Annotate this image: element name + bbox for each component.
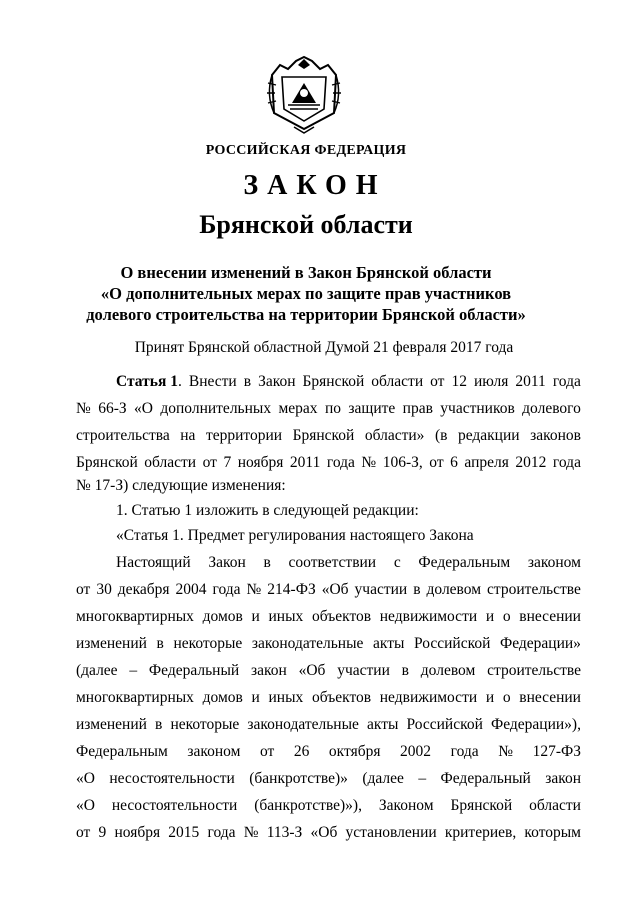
word: 214-ФЗ	[267, 581, 316, 598]
word: Федерации»	[499, 635, 581, 652]
paragraph-line	[76, 770, 581, 788]
document-type-title: ЗАКОН	[243, 170, 387, 201]
word: о	[502, 608, 511, 625]
word: области	[371, 373, 424, 390]
word: (далее	[76, 662, 118, 679]
word: редакции	[457, 427, 520, 444]
word: 2012	[515, 454, 547, 471]
word: 2004	[175, 581, 207, 598]
country-heading: РОССИЙСКАЯ ФЕДЕРАЦИЯ	[205, 143, 407, 158]
word: недвижимости	[379, 608, 478, 625]
word: по	[324, 400, 341, 417]
word: Федеральным	[76, 743, 168, 760]
word: июля	[474, 373, 509, 390]
word: года	[552, 373, 581, 390]
word: несостоятельности	[109, 770, 235, 787]
word: 2011	[515, 373, 546, 390]
word: 7	[223, 454, 232, 471]
word: 26	[293, 743, 310, 760]
word: –	[418, 770, 427, 787]
word: акты	[367, 716, 399, 733]
word: №	[361, 454, 377, 471]
word: закон	[545, 770, 581, 787]
subject-line: «О дополнительных мерах по защите прав участников	[100, 284, 512, 303]
word: Закон	[258, 373, 296, 390]
word: и	[485, 608, 495, 625]
subject-line: долевого строительства на территории Брянской области»	[86, 305, 526, 324]
paragraph-line	[76, 689, 581, 707]
word: года	[326, 454, 355, 471]
word: 2011	[289, 454, 321, 471]
word: территории	[205, 427, 283, 444]
paragraph-line	[76, 662, 581, 680]
item-1: 1. Статью 1 изложить в следующей редакции:	[116, 502, 419, 519]
word: №	[498, 743, 513, 760]
word: в	[155, 716, 163, 733]
word: года	[207, 824, 236, 841]
word: № 17-З) следующие изменения:	[76, 477, 286, 494]
word: объектов	[311, 608, 372, 625]
word: иных	[268, 689, 304, 706]
word: строительстве	[487, 581, 581, 598]
word: (далее	[362, 770, 404, 787]
paragraph-line	[116, 554, 581, 572]
word: Федеральный	[148, 662, 240, 679]
word: участников	[440, 400, 515, 417]
word: от	[430, 373, 445, 390]
word: с	[393, 554, 401, 571]
word: в	[401, 662, 409, 679]
word: долевого	[522, 400, 581, 417]
word: законодательные	[251, 635, 364, 652]
word: Российской	[406, 716, 483, 733]
word: участии	[337, 662, 390, 679]
word: критериев,	[444, 824, 517, 841]
paragraph-line	[76, 635, 581, 653]
word: 106-З,	[382, 454, 423, 471]
word: строительства	[76, 427, 170, 444]
word: некоторые	[170, 716, 240, 733]
word: (банкротстве)»),	[254, 797, 362, 814]
word: установлении	[345, 824, 437, 841]
word: Закон	[208, 554, 246, 571]
word: законом	[527, 554, 581, 571]
word: Федерации»),	[490, 716, 581, 733]
word: 30	[96, 581, 112, 598]
article1-line	[76, 427, 581, 445]
subject-line: О внесении изменений в Закон Брянской области	[120, 263, 492, 282]
new-article-title: «Статья 1. Предмет регулирования настоящего Закона	[116, 527, 474, 544]
word: ноября	[114, 824, 161, 841]
word: области»	[364, 427, 425, 444]
article1-line	[76, 454, 581, 472]
paragraph-line	[76, 824, 581, 842]
word: ноября	[237, 454, 284, 471]
word: Настоящий	[116, 554, 191, 571]
word: законов	[530, 427, 581, 444]
word: области	[529, 797, 581, 814]
word: мерах	[278, 400, 318, 417]
word: в	[263, 554, 271, 571]
article1-line	[76, 400, 581, 418]
word: соответствии	[288, 554, 377, 571]
word: от	[76, 824, 91, 841]
word: Внести	[188, 373, 237, 390]
word: года	[552, 454, 581, 471]
word: декабря	[117, 581, 170, 598]
word: на	[180, 427, 196, 444]
word: которым	[524, 824, 581, 841]
word: 66-З	[98, 400, 127, 417]
law-subject	[0, 262, 612, 325]
word: в	[243, 373, 252, 390]
article1-line: Статья 1. Внести в Закон Брянской области от 12 июля 2011 года	[116, 373, 581, 390]
word: о	[502, 689, 511, 706]
word: (банкротстве)»	[249, 770, 348, 787]
bryansk-coat-of-arms-icon	[262, 55, 346, 135]
word: Российской	[414, 635, 491, 652]
word: Брянской	[302, 373, 365, 390]
word: в	[156, 635, 164, 652]
word: строительстве	[487, 662, 581, 679]
word: (в	[434, 427, 448, 444]
word: и	[485, 689, 495, 706]
word: «О	[76, 797, 95, 814]
word: «О	[134, 400, 153, 417]
paragraph-line	[76, 581, 581, 599]
word: прав	[402, 400, 433, 417]
word: несостоятельности	[111, 797, 238, 814]
paragraph-line	[76, 716, 581, 734]
word: года	[450, 743, 479, 760]
word: закон	[250, 662, 287, 679]
word: защите	[348, 400, 396, 417]
word: и	[251, 608, 260, 625]
word: многоквартирных	[76, 608, 194, 625]
word: Законом	[378, 797, 434, 814]
word: от	[76, 581, 91, 598]
word: долевом	[420, 662, 476, 679]
region-title: Брянской области	[199, 210, 413, 239]
word: объектов	[311, 689, 372, 706]
word: года	[212, 581, 241, 598]
word: Брянской	[76, 454, 138, 471]
word: №	[246, 581, 262, 598]
word: дополнительных	[160, 400, 272, 417]
word: участии	[354, 581, 408, 598]
word: 12	[451, 373, 467, 390]
word: некоторые	[173, 635, 243, 652]
paragraph-line	[76, 608, 581, 626]
paragraph-line	[76, 797, 581, 815]
word: Федеральным	[418, 554, 511, 571]
article1-label: Статья 1	[116, 373, 178, 390]
word: Брянской	[292, 427, 355, 444]
word: №	[76, 400, 91, 417]
word: «Об	[298, 662, 326, 679]
word: октября	[328, 743, 381, 760]
word: многоквартирных	[76, 689, 194, 706]
word: 6	[450, 454, 458, 471]
word: области	[144, 454, 197, 471]
word: №	[243, 824, 259, 841]
word: «Об	[321, 581, 349, 598]
word: в	[413, 581, 421, 598]
word: «О	[76, 770, 95, 787]
word: 9	[98, 824, 107, 841]
word: иных	[268, 608, 304, 625]
word: законом	[187, 743, 241, 760]
word: от	[202, 454, 217, 471]
word: долевом	[426, 581, 482, 598]
word: 2002	[400, 743, 432, 760]
paragraph-line	[76, 743, 581, 761]
word: внесении	[519, 608, 581, 625]
word: домов	[202, 608, 243, 625]
word: изменений	[76, 716, 147, 733]
word: от	[429, 454, 444, 471]
word: апреля	[464, 454, 509, 471]
adoption-line: Принят Брянской областной Думой 21 февраля 2017 года	[134, 339, 514, 356]
word: Федеральный	[440, 770, 531, 787]
word: акты	[373, 635, 405, 652]
word: домов	[202, 689, 243, 706]
word: изменений	[76, 635, 147, 652]
word: «Об	[310, 824, 338, 841]
word: внесении	[519, 689, 581, 706]
word: недвижимости	[379, 689, 478, 706]
word: 2015	[168, 824, 200, 841]
article1-line	[76, 477, 581, 495]
word: Брянской	[450, 797, 513, 814]
word: 127-ФЗ	[532, 743, 581, 760]
word: и	[251, 689, 260, 706]
word: законодательные	[247, 716, 359, 733]
word: от	[259, 743, 275, 760]
word: 113-З	[266, 824, 303, 841]
word: –	[129, 662, 138, 679]
